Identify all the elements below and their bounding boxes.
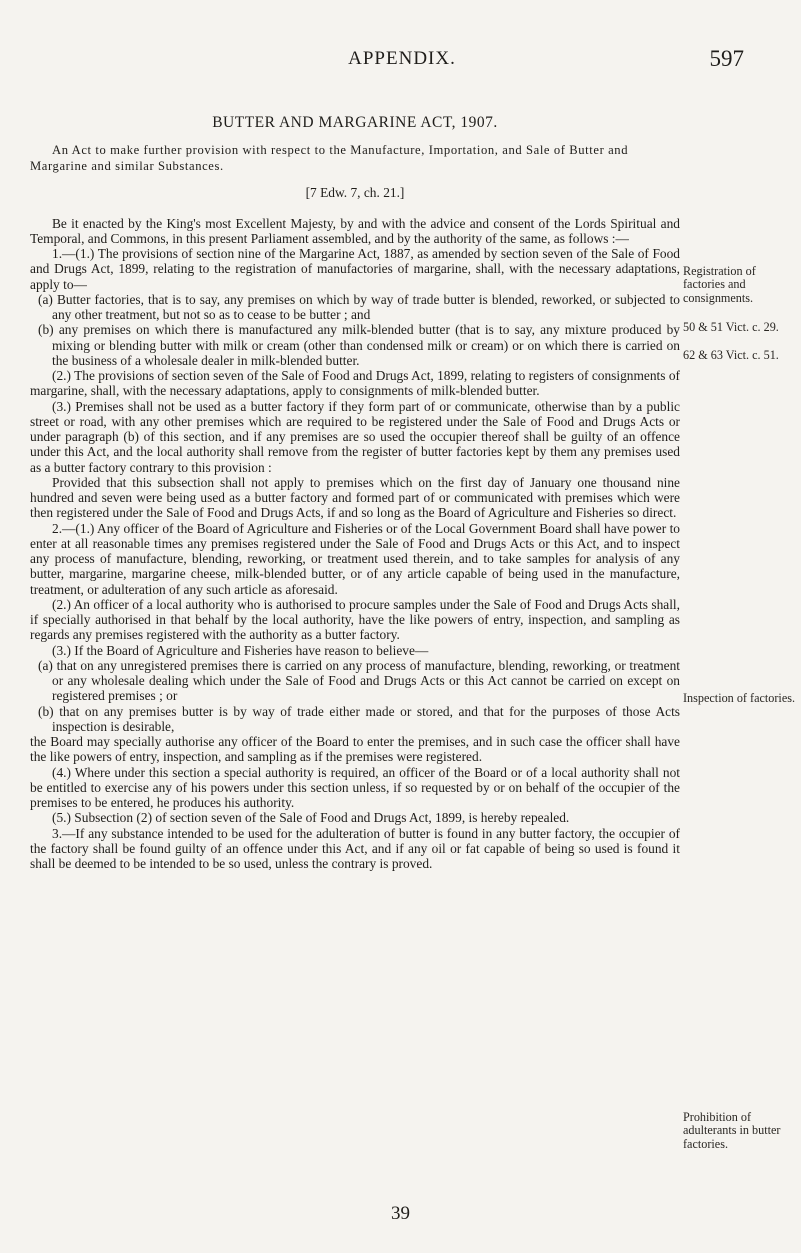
margin-note-prohibition: Prohibition of adulterants in butter factories. bbox=[683, 1110, 781, 1151]
enacting-clause: Be it enacted by the King's most Excellent Majesty, by and with the advice and consent of the Lords Spiritual and Temporal, and Commons, in this present Parliament assembled, and by the authority of the same, as follows :— bbox=[30, 215, 680, 246]
section-2-3-tail: the Board may specially authorise any officer of the Board to enter the premises, and in such case the officer shall have the like powers of entry, inspection, and sampling as if the premises were registered. bbox=[30, 734, 680, 765]
act-long-title: An Act to make further provision with respect to the Manufacture, Importation, and Sale of Butter and Margarine and similar Substances. bbox=[30, 143, 629, 173]
signature-mark: 39 bbox=[391, 1203, 410, 1224]
section-1-1-b: (b) any premises on which there is manufactured any milk-blended butter (that is to say, any mixture produced by mixing or blending butter with milk or cream (other than condensed milk or cream) or on which there is carried on the business of a wholesale dealer in milk-blended butter. bbox=[38, 322, 680, 368]
running-header bbox=[60, 48, 744, 72]
section-3: 3.—If any substance intended to be used for the adulteration of butter is found in any butter factory, the occupier of the factory shall be found guilty of an offence under this Act, and if any oil or fat capable of being so used is found it shall be deemed to be intended to be so used, unless the contrary is proved. bbox=[30, 825, 680, 871]
margin-note-registration: Registration of factories and consignments. bbox=[683, 264, 756, 305]
section-1-3: (3.) Premises shall not be used as a butter factory if they form part of or communicate, otherwise than by a public street or road, with any other premises which are required to be registered under the Sale of Food and Drugs Acts or under paragraph (b) of this section, and if any premises are so used the occupier thereof shall be guilty of an offence under this Act, and the local authority shall remove from the register of butter factories kept by them any premises used as a butter factory contrary to this provision : bbox=[30, 398, 680, 475]
margin-note-ref-1887: 50 & 51 Vict. c. 29. bbox=[683, 320, 779, 334]
section-1-1: 1.—(1.) The provisions of section nine of the Margarine Act, 1887, as amended by section seven of the Sale of Food and Drugs Act, 1899, relating to the registration of manufactories of margarine, shall, with the necessary adaptations, apply to— bbox=[30, 246, 680, 292]
page-number: 597 bbox=[709, 46, 744, 71]
section-2-3: (3.) If the Board of Agriculture and Fisheries have reason to believe— bbox=[52, 642, 429, 658]
section-2-5: (5.) Subsection (2) of section seven of the Sale of Food and Drugs Act, 1899, is hereby repealed. bbox=[52, 810, 570, 826]
section-2-3-a: (a) that on any unregistered premises there is carried on any process of manufacture, blending, reworking, or treatment or any wholesale dealing which under the Sale of Food and Drugs Acts or this Act cannot be carried on except on registered premises ; or bbox=[38, 657, 680, 704]
section-2-4: (4.) Where under this section a special authority is required, an officer of the Board or of a local authority shall not be entitled to exercise any of his powers under this section unless, if so requested by or on behalf of the occupier of the premises to be entered, he produces his authority. bbox=[30, 764, 680, 810]
section-1-3-proviso: Provided that this subsection shall not apply to premises which on the first day of January one thousand nine hundred and seven were being used as a butter factory and formed part of or communicated with premises which were then registered under the Sale of Food and Drugs Acts, if and so long as the Board of Agriculture and Fisheries so direct. bbox=[30, 474, 680, 521]
running-title: APPENDIX. bbox=[348, 48, 456, 69]
margin-note-inspection: Inspection of factories. bbox=[683, 691, 796, 705]
section-2-1: 2.—(1.) Any officer of the Board of Agriculture and Fisheries or of the Local Government Board shall have power to enter at all reasonable times any premises registered under the Sale of Food and Drugs Acts or this Act, and to inspect any process of manufacture, blending, reworking, or treatment used therein, and to take samples for analysis of any butter, margarine, margarine cheese, milk-blended butter, or of any article capable of being used in the manufacture, treatment, or adulteration of any such article as aforesaid. bbox=[30, 520, 680, 597]
section-2-2: (2.) An officer of a local authority who is authorised to procure samples under the Sale of Food and Drugs Acts shall, if specially authorised in that behalf by the local authority, have the like powers of entry, inspection, and sampling as regards any premises registered with the authority as a butter factory. bbox=[30, 596, 680, 643]
section-2-3-b: (b) that on any premises butter is by way of trade either made or stored, and that for the purposes of those Acts inspection is desirable, bbox=[38, 703, 680, 734]
main-text bbox=[30, 115, 680, 871]
act-citation: [7 Edw. 7, ch. 21.] bbox=[305, 185, 405, 201]
act-title: BUTTER AND MARGARINE ACT, 1907. bbox=[212, 114, 498, 131]
section-1-1-a: (a) Butter factories, that is to say, any premises on which by way of trade butter is blended, reworked, or subjected to any other treatment, but not so as to cease to be butter ; and bbox=[38, 291, 680, 322]
section-1-2: (2.) The provisions of section seven of the Sale of Food and Drugs Act, 1899, relating to registers of consignments of margarine, shall, with the necessary adaptations, apply to consignments of milk-blended butter. bbox=[30, 368, 680, 399]
margin-note-ref-1899: 62 & 63 Vict. c. 51. bbox=[683, 348, 779, 362]
